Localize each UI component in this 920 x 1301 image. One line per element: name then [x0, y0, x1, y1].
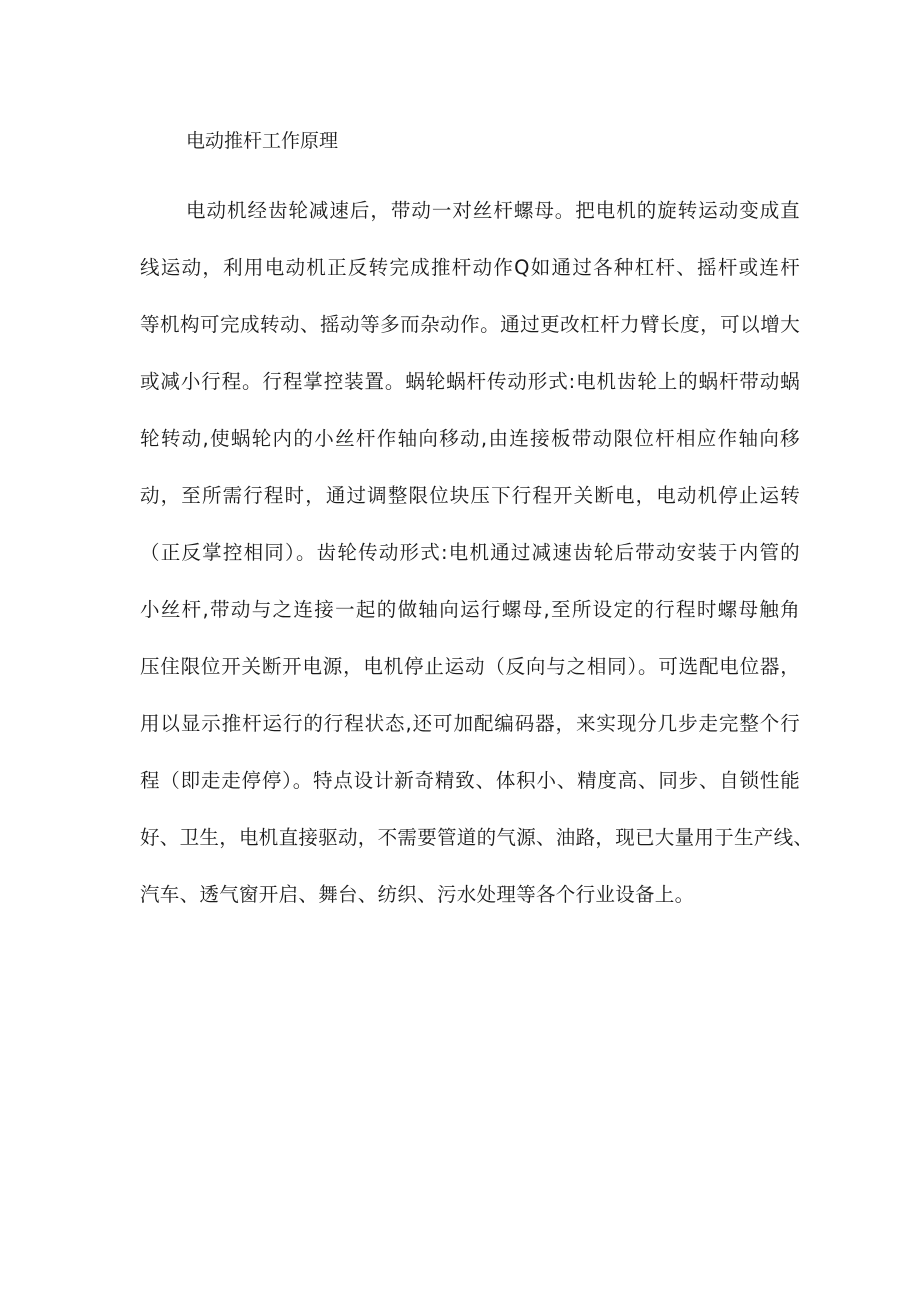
body-line-9: 压住限位开关断开电源，电机停止运动（反向与之相同）。可选配电位器， [140, 655, 800, 678]
body-line-7: （正反掌控相同）。齿轮传动形式:电机通过减速齿轮后带动安装于内管的 [140, 541, 800, 564]
document-title: 电动推杆工作原理 [186, 130, 339, 152]
body-line-5: 轮转动,使蜗轮内的小丝杆作轴向移动,由连接板带动限位杆相应作轴向移 [140, 427, 800, 450]
body-line-10: 用以显示推杆运行的行程状态,还可加配编码器，来实现分几步走完整个行 [140, 712, 800, 735]
body-line-13: 汽车、透气窗开启、舞台、纺织、污水处理等各个行业设备上。 [140, 883, 695, 906]
body-line-11: 程（即走走停停）。特点设计新奇精致、体积小、精度高、同步、自锁性能 [140, 769, 800, 792]
body-line-12: 好、卫生，电机直接驱动，不需要管道的气源、油路，现已大量用于生产线、 [140, 826, 814, 849]
body-line-4: 或减小行程。行程掌控装置。蜗轮蜗杆传动形式:电机齿轮上的蜗杆带动蜗 [140, 370, 800, 393]
body-line-2: 线运动，利用电动机正反转完成推杆动作Q如通过各种杠杆、摇杆或连杆 [140, 256, 800, 279]
body-line-3: 等机构可完成转动、摇动等多而杂动作。通过更改杠杆力臂长度，可以增大 [140, 313, 800, 336]
body-line-8: 小丝杆,带动与之连接一起的做轴向运行螺母,至所设定的行程时螺母触角 [140, 598, 800, 621]
body-line-6: 动，至所需行程时，通过调整限位块压下行程开关断电，电动机停止运转 [140, 484, 800, 507]
body-line-1: 电动机经齿轮减速后，带动一对丝杆螺母。把电机的旋转运动变成直 [186, 199, 800, 222]
